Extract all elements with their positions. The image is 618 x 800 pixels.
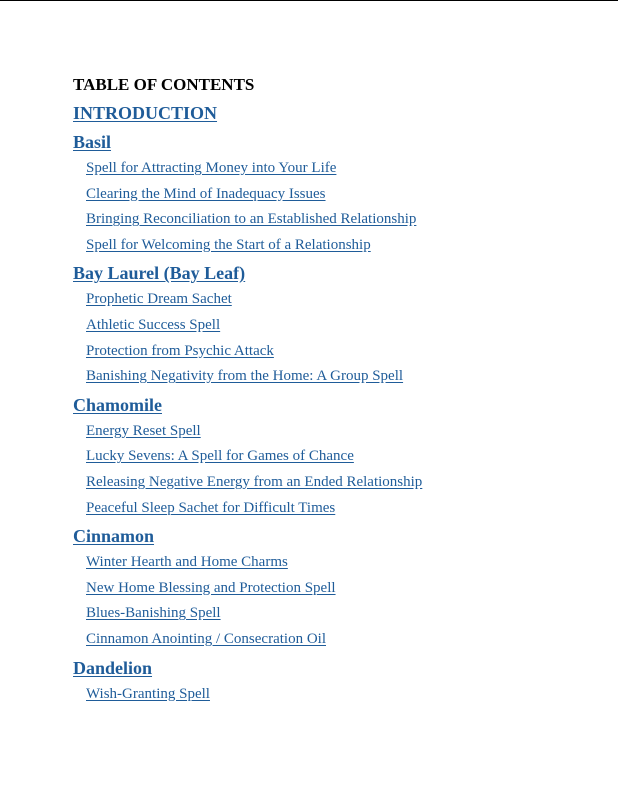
toc-item-link[interactable]: Winter Hearth and Home Charms (86, 554, 288, 571)
toc-section-items (73, 419, 603, 521)
toc-section-items (73, 682, 603, 708)
toc-item-link[interactable]: Cinnamon Anointing / Consecration Oil (86, 630, 326, 647)
table-of-contents (73, 74, 603, 707)
toc-item-link[interactable]: Lucky Sevens: A Spell for Games of Chance (86, 448, 354, 465)
toc-section-link[interactable]: Dandelion (73, 657, 153, 678)
toc-item-link[interactable]: Energy Reset Spell (86, 422, 201, 439)
toc-item-link[interactable]: Blues-Banishing Spell (86, 605, 221, 622)
toc-item-link[interactable]: Protection from Psychic Attack (86, 342, 274, 359)
toc-section (73, 522, 603, 652)
toc-item-link[interactable]: Spell for Attracting Money into Your Life (86, 160, 337, 176)
toc-section-link[interactable]: Chamomile (73, 394, 162, 415)
toc-section (73, 391, 603, 521)
toc-section-link[interactable]: Basil (73, 132, 112, 152)
toc-item-link[interactable]: New Home Blessing and Protection Spell (86, 579, 336, 596)
toc-section-items (73, 550, 603, 652)
toc-section-link[interactable]: Cinnamon (73, 526, 155, 547)
toc-item-link[interactable]: Prophetic Dream Sachet (86, 291, 232, 308)
toc-sections (73, 128, 603, 707)
toc-section (73, 259, 603, 389)
toc-section (73, 654, 603, 708)
toc-item-link[interactable]: Banishing Negativity from the Home: A Group Spell (86, 368, 404, 385)
toc-section-items (73, 156, 603, 258)
toc-item-link[interactable]: Spell for Welcoming the Start of a Relationship (86, 236, 371, 253)
toc-item-link[interactable]: Wish-Granting Spell (86, 685, 210, 702)
toc-item-link[interactable]: Athletic Success Spell (86, 316, 221, 333)
toc-section (73, 128, 603, 258)
toc-link-introduction[interactable]: INTRODUCTION (73, 103, 218, 123)
toc-item-link[interactable]: Releasing Negative Energy from an Ended Relationship (86, 473, 423, 490)
toc-heading: TABLE OF CONTENTS (73, 75, 255, 94)
toc-item-link[interactable]: Peaceful Sleep Sachet for Difficult Times (86, 499, 336, 516)
toc-item-link[interactable]: Clearing the Mind of Inadequacy Issues (86, 185, 326, 202)
toc-item-link[interactable]: Bringing Reconciliation to an Established Relationship (86, 211, 417, 228)
toc-section-link[interactable]: Bay Laurel (Bay Leaf) (73, 263, 246, 284)
page-top-border (0, 0, 618, 1)
toc-section-items (73, 287, 603, 389)
